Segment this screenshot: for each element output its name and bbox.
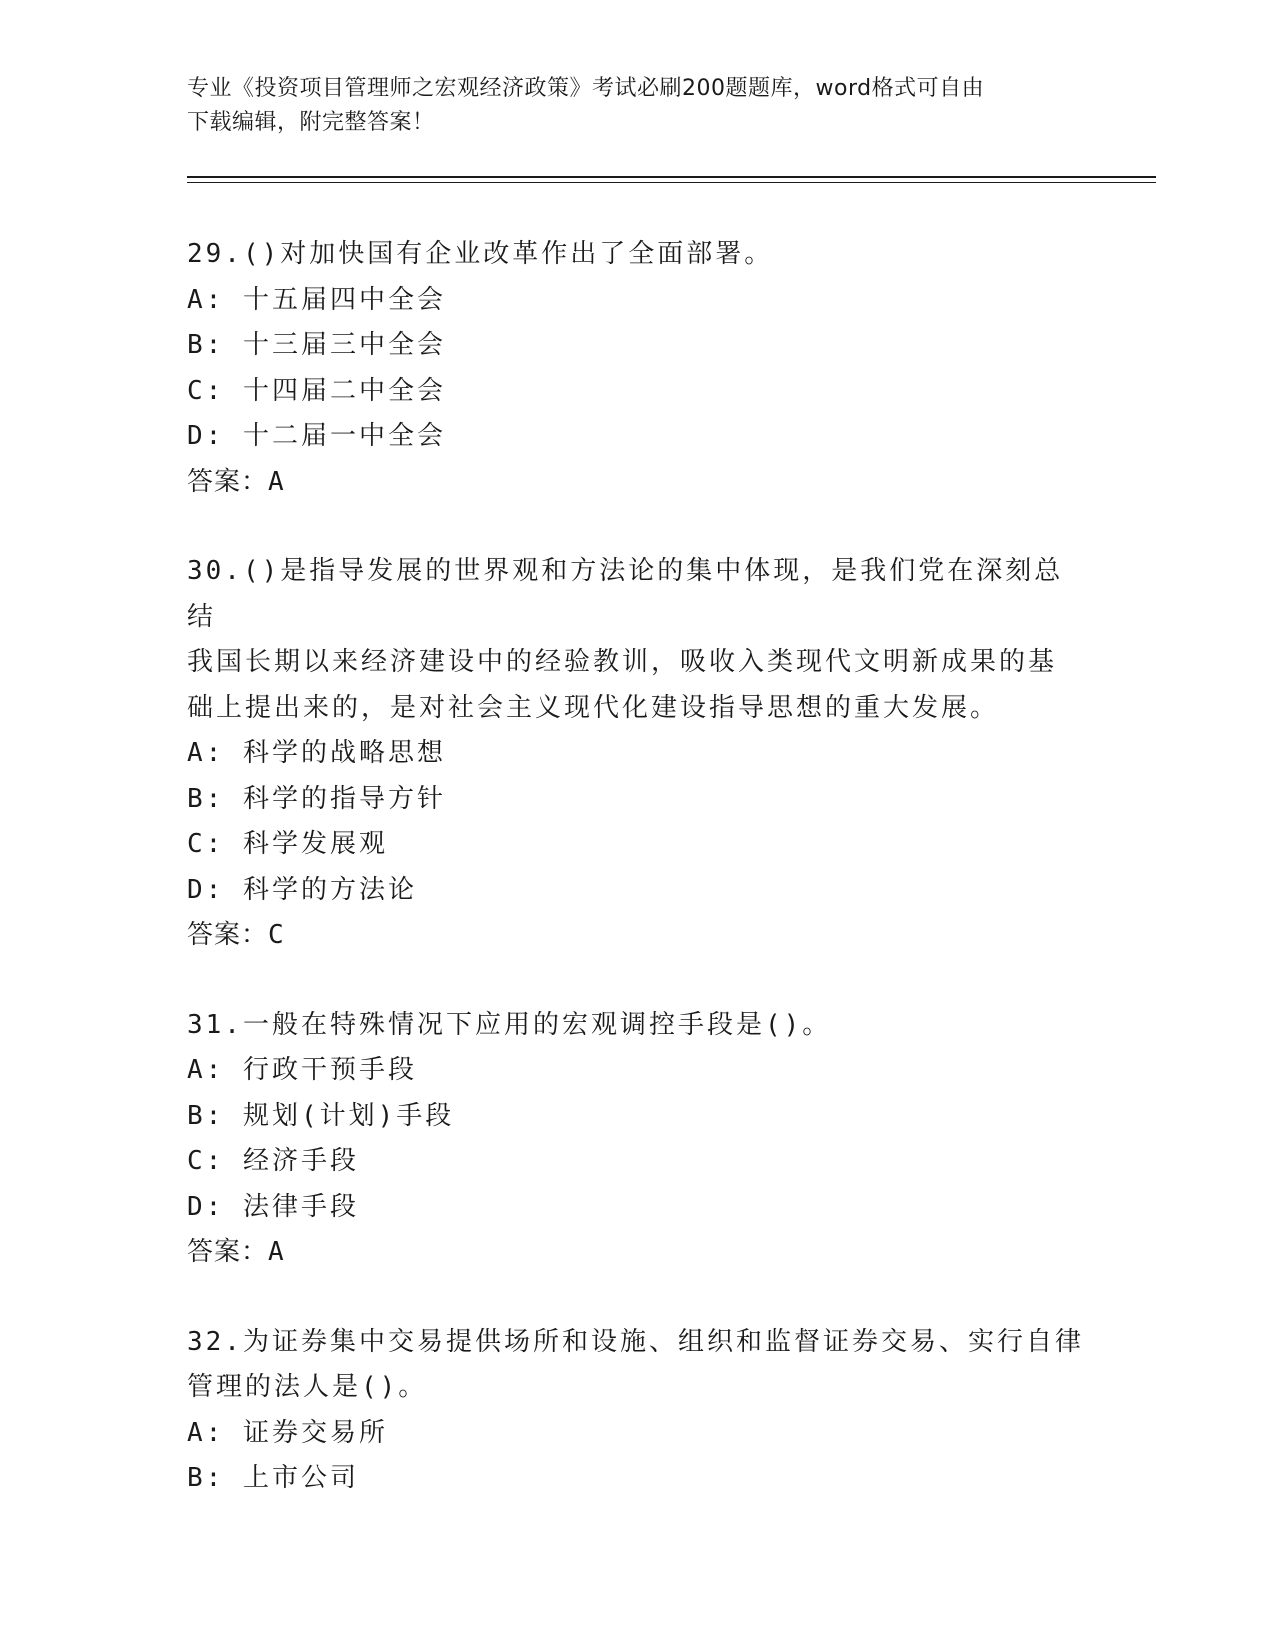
question-29 [187, 232, 1087, 505]
option-c: C: 科学发展观 [187, 829, 388, 859]
document-header [187, 72, 1087, 140]
option-b: B: 十三届三中全会 [187, 330, 446, 360]
header-divider-thin [187, 182, 1156, 183]
option-b: B: 规划(计划)手段 [187, 1100, 455, 1131]
header-line-1: 专业《投资项目管理师之宏观经济政策》考试必刷200题题库，word格式可自由 [187, 76, 985, 101]
answer-line [187, 913, 1087, 959]
option-a: A: 证券交易所 [187, 1417, 388, 1448]
question-text: 31.一般在特殊情况下应用的宏观调控手段是()。 [187, 1009, 832, 1040]
option-c: C: 经济手段 [187, 1146, 359, 1176]
question-text: 30.()是指导发展的世界观和方法论的集中体现，是我们党在深刻总结 我国长期以来经济建设中的经验教训，吸收入类现代文明新成果的基 础上提出来的，是对社会主义现代化建设指导思想的重大发展。 [187, 556, 1064, 723]
option-d: D: 十二届一中全会 [187, 421, 446, 451]
header-divider-thick [187, 176, 1156, 178]
option-b: B: 上市公司 [187, 1463, 359, 1493]
answer-label: 答案： [187, 1237, 269, 1267]
answer-value: C [268, 920, 285, 950]
answer-label: 答案： [187, 466, 269, 497]
option-a: A: 科学的战略思想 [187, 738, 446, 768]
option-d: D: 科学的方法论 [187, 874, 417, 905]
option-c: C: 十四届二中全会 [187, 375, 446, 406]
answer-value: A [268, 466, 285, 497]
question-32 [187, 1320, 1087, 1502]
option-a: A: 行政干预手段 [187, 1055, 417, 1085]
option-a: A: 十五届四中全会 [187, 284, 446, 315]
option-b: B: 科学的指导方针 [187, 783, 446, 814]
question-30 [187, 549, 1087, 959]
answer-label: 答案： [187, 920, 269, 950]
question-list [187, 232, 1087, 1546]
answer-value: A [268, 1237, 285, 1267]
answer-line [187, 1230, 1087, 1276]
document-page [187, 0, 1157, 1650]
question-text: 29.()对加快国有企业改革作出了全面部署。 [187, 239, 774, 269]
option-d: D: 法律手段 [187, 1191, 359, 1222]
header-line-2: 下载编辑，附完整答案！ [187, 110, 435, 135]
answer-line [187, 460, 1087, 506]
question-31 [187, 1003, 1087, 1276]
question-text: 32.为证券集中交易提供场所和设施、组织和监督证券交易、实行自律 管理的法人是()。 [187, 1326, 1084, 1402]
